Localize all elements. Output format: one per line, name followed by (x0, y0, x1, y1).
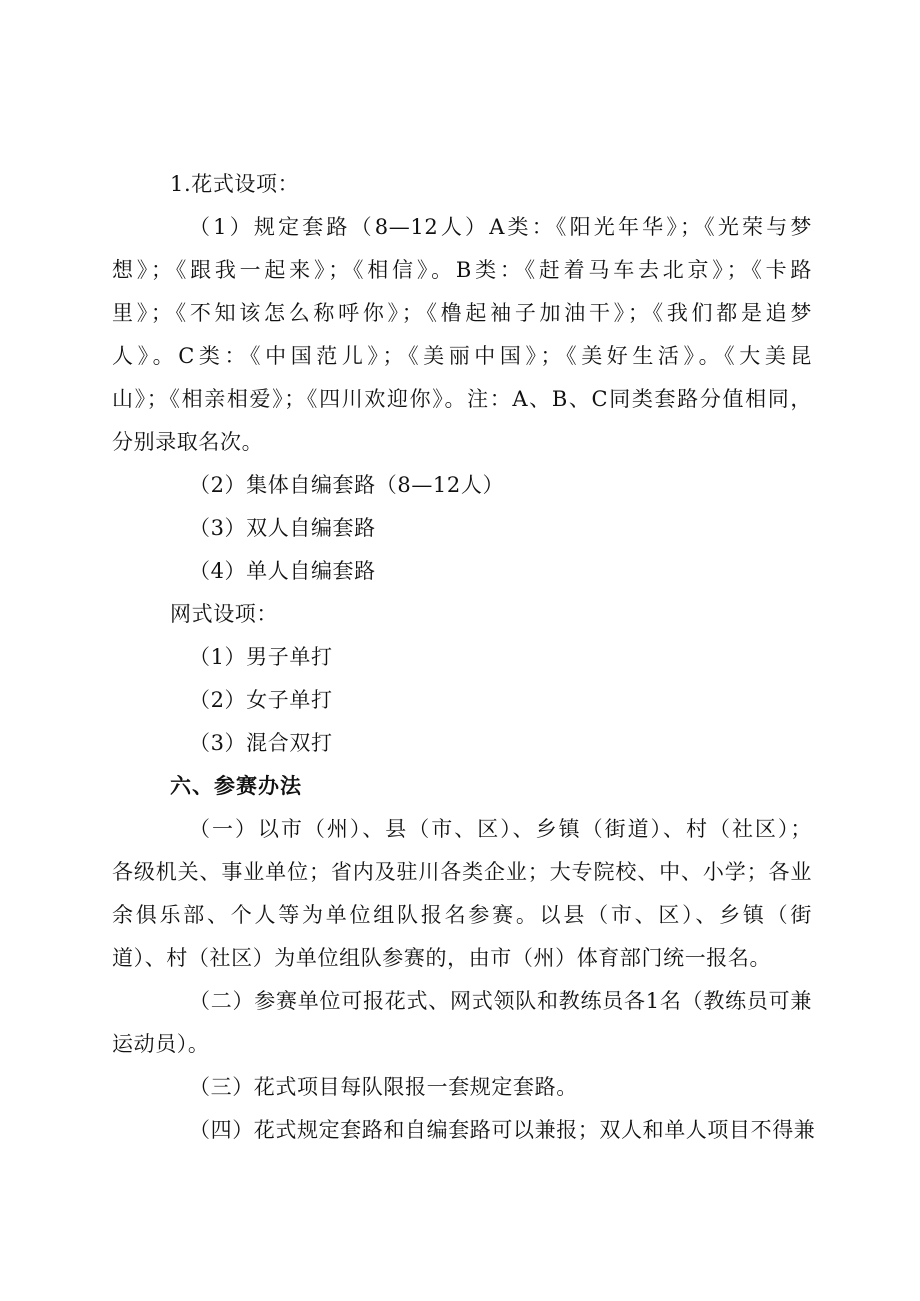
section-item-net-events: 网式设项： (170, 602, 278, 626)
paragraph-line: 里》；《不知该怎么称呼你》；《橹起袖子加油干》；《我们都是追梦 (112, 301, 812, 325)
section-heading: 六、参赛办法 (170, 774, 302, 798)
paragraph-line: （1）规定套路（8—12人）A类：《阳光年华》；《光荣与梦 (189, 215, 812, 239)
paragraph-line: 分别录取名次。 (112, 430, 264, 454)
paragraph-line: （二）参赛单位可报花式、网式领队和教练员各1名（教练员可兼 (189, 989, 812, 1013)
list-item: （1）男子单打 (189, 645, 333, 669)
paragraph-line: （四）花式规定套路和自编套路可以兼报；双人和单人项目不得兼 (189, 1118, 816, 1142)
list-item: （2）集体自编套路（8—12人） (189, 473, 505, 497)
paragraph-line: 想》；《跟我一起来》；《相信》。B类：《赶着马车去北京》；《卡路 (112, 258, 812, 282)
list-item: （2）女子单打 (189, 688, 333, 712)
list-item: （4）单人自编套路 (189, 559, 376, 583)
list-item: （3）双人自编套路 (189, 516, 376, 540)
paragraph-line: 运动员）。 (112, 1032, 210, 1056)
paragraph-line: 山》；《相亲相爱》；《四川欢迎你》。注：A、B、C同类套路分值相同， (112, 387, 812, 411)
paragraph-line: 人》。C类：《中国范儿》；《美丽中国》；《美好生活》。《大美昆 (112, 344, 812, 368)
list-item: （3）混合双打 (189, 731, 333, 755)
section-item-fancy-events: 1.花式设项： (170, 172, 300, 196)
paragraph-line: 各级机关、事业单位；省内及驻川各类企业；大专院校、中、小学；各业 (112, 860, 812, 884)
paragraph-line: （一）以市（州）、县（市、区）、乡镇（街道）、村（社区）； (189, 817, 812, 841)
paragraph-line: （三）花式项目每队限报一套规定套路。 (189, 1075, 578, 1099)
paragraph-line: 道）、村（社区）为单位组队参赛的，由市（州）体育部门统一报名。 (112, 946, 772, 970)
paragraph-line: 余俱乐部、个人等为单位组队报名参赛。以县（市、区）、乡镇（街 (112, 903, 812, 927)
